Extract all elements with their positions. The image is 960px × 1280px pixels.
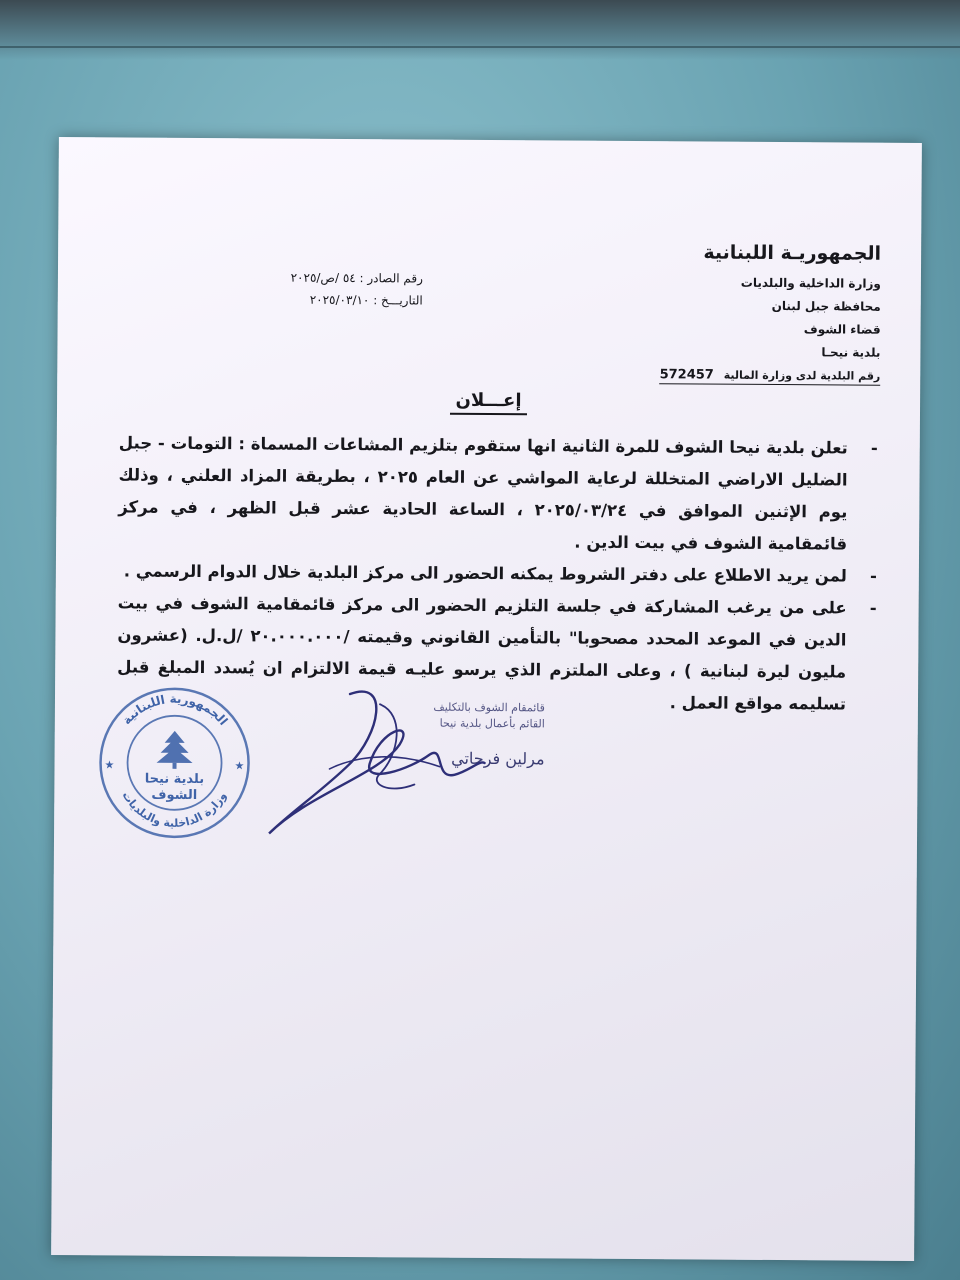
body-item-text: لمن يريد الاطلاع على دفتر الشروط يمكنه الحضور الى مركز البلدية خلال الدوام الرسمي . <box>123 561 847 586</box>
stamp-outer-bottom: وزارة الداخلية والبلديات <box>119 789 229 830</box>
municipality-name: بلدية نيحـا <box>821 345 881 360</box>
announcement-title <box>57 387 920 414</box>
folder-crease <box>0 46 960 48</box>
stamp-inner-2: الشوف <box>151 787 198 803</box>
issue-number: رقم الصادر : ٥٤ /ص/٢٠٢٥ <box>290 270 423 286</box>
ministry-name: وزارة الداخلية والبلديات <box>740 275 881 291</box>
governorate-name: محافظة جبل لبنان <box>771 298 881 314</box>
signatory-title-1: قائمقام الشوف بالتكليف <box>433 700 545 715</box>
stamp-outer-top: الجمهورية اللبنانية <box>119 691 231 728</box>
finance-registration <box>540 362 880 385</box>
body-item <box>118 555 877 592</box>
stamp-inner-1: بلدية نيحا <box>144 771 205 788</box>
bullet-dash: - <box>869 566 877 586</box>
district-name: قضاء الشوف <box>803 322 881 337</box>
letterhead <box>540 240 881 385</box>
signatory-name: مرلين فرحاتي <box>451 748 545 769</box>
finance-label: رقم البلدية لدى وزارة المالية <box>723 368 881 383</box>
body-item <box>118 427 878 560</box>
finance-number: 572457 <box>659 367 714 383</box>
bullet-dash: - <box>869 598 877 618</box>
announcement-title-text: إعـــلان <box>449 390 527 416</box>
issue-date: التاريـــخ : ٢٠٢٥/٠٣/١٠ <box>309 292 423 308</box>
body-item-text: على من يرغب المشاركة في جلسة التلزيم الحضور الى مركز قائمقامية الشوف في بيت الدين في الموعد المحدد مصحوبا" بالتأمين القانوني وقيمته /٢٠.٠٠٠.٠٠٠ /ل.ل. (عشرون مليون ليرة لبنانية ) ، وعلى الملتزم الذي يرسو عليـه قيمة الالتزام ان يُسدد المبلغ قبل تسليمه مواقع العمل . <box>117 593 847 714</box>
bullet-dash: - <box>870 438 878 458</box>
stamp-star-right-icon: ★ <box>234 759 245 773</box>
republic-name: الجمهوريـة اللبنانية <box>703 241 882 265</box>
handwritten-signature <box>229 673 490 845</box>
stamp-star-left-icon: ★ <box>104 758 115 772</box>
document-page <box>51 137 922 1261</box>
reference-block <box>153 266 423 312</box>
folder-top-edge <box>0 0 960 60</box>
cedar-icon <box>157 731 193 769</box>
svg-text:الجمهورية اللبنانية <box>119 691 230 728</box>
signatory-title-2: القائم بأعمال بلدية نيحا <box>439 716 545 731</box>
body-item-text: تعلن بلدية نيحا الشوف للمرة الثانية انها ستقوم بتلزيم المشاعات المسماة : التومات - جبل الضليل الاراضي المتخللة لرعاية المواشي عن العام ٢٠٢٥ ، بطريقة المزاد العلني ، وذلك يوم الإثنين الموافق في ٢٠٢٥/٠٣/٢٤ ، الساعة الحادية عشر قبل الظهر ، في مركز قائمقامية الشوف في بيت الدين . <box>118 433 848 554</box>
